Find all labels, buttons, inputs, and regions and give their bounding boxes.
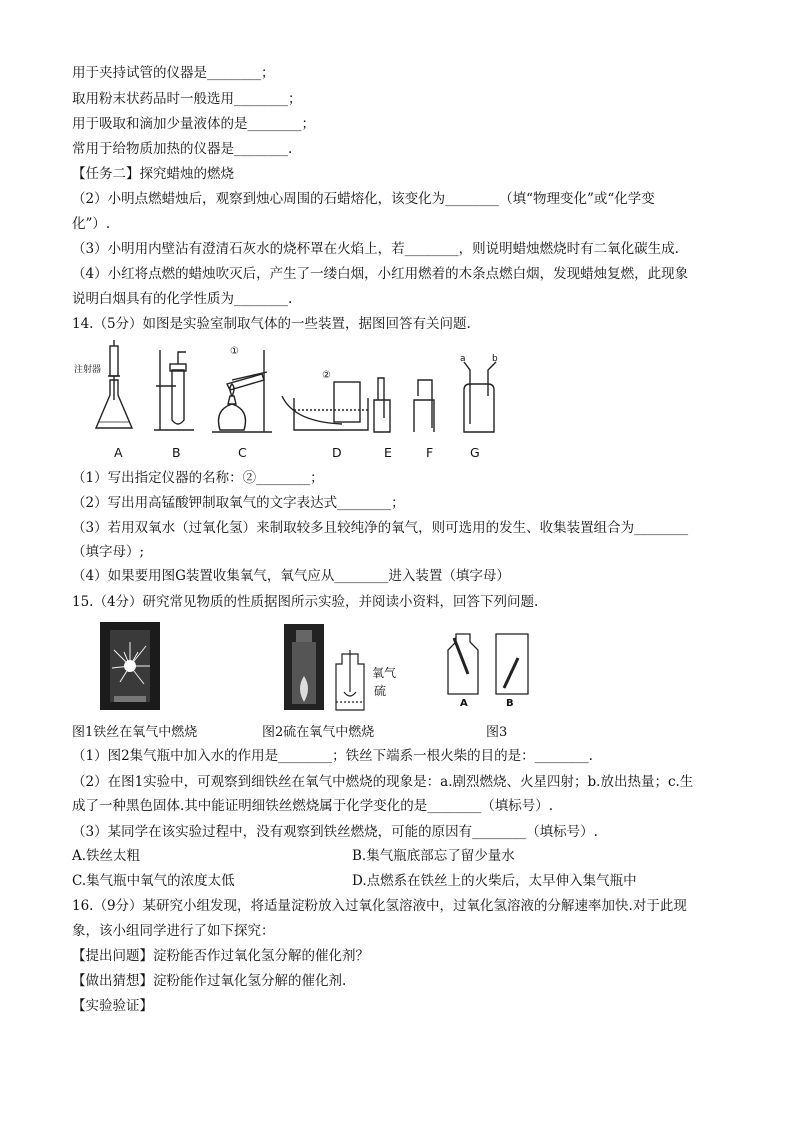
text-line: 常用于给物质加热的仪器是________. [72,141,293,157]
apparatus-label-d: D [332,445,342,460]
text-line: 用于夹持试管的仪器是________； [72,65,275,81]
apparatus-label-c: C [238,445,247,460]
apparatus-label-f: F [426,445,434,460]
marker-2: ② [322,370,331,381]
iron-burning-drawing [100,622,160,710]
sulfur-label: 硫 [374,684,387,698]
text-line: （4）小红将点燃的蜡烛吹灭后，产生了一缕白烟，小红用燃着的木条点燃白烟，发现蜡烛复燃，此现象 [72,266,689,282]
text-line: （4）如果要用图G装置收集氧气，氧气应从________进入装置（填字母） [72,568,510,584]
task-heading: 【任务二】探究蜡烛的燃烧 [72,166,234,182]
figure-3-caption: 图3 [486,725,508,740]
text-line: （3）若用双氧水（过氧化氢）来制取较多且较纯净的氧气，则可选用的发生、收集装置组合为________ [72,520,689,536]
figure-3-drawing [444,630,534,696]
text-line: （3）某同学在该实验过程中，没有观察到铁丝燃烧，可能的原因有________（填标号）. [72,824,598,840]
text-line: 【实验验证】 [72,998,153,1014]
fig3-label-a: A [460,698,468,709]
text-line: （2）小明点燃蜡烛后，观察到烛心周围的石蜡熔化，该变化为________（填“物理变化”或“化学变 [72,191,655,207]
sulfur-burning-drawing [284,624,324,710]
marker-1: ① [230,346,239,357]
iron-wire-photo [100,622,160,710]
oxygen-label: 氧气 [372,666,397,680]
g-port-a: a [460,354,466,364]
sulfur-bottle-drawing [332,650,368,712]
text-line: 用于吸取和滴加少量液体的是________； [72,116,315,132]
text-line: 成了一种黑色固体.其中能证明细铁丝燃烧属于化学变化的是________（填标号）. [72,798,554,814]
text-line: 【做出猜想】淀粉能作过氧化氢分解的催化剂. [72,973,347,989]
figure-2-caption: 图2硫在氧气中燃烧 [262,725,375,740]
sulfur-bottle-diagram [332,650,368,712]
apparatus-drawing [72,340,512,440]
text-line: （填字母）; [72,544,145,560]
text-line: （2）在图1实验中，可观察到细铁丝在氧气中燃烧的现象是：a.剧烈燃烧、火星四射；b.放出热量；c.生 [72,774,694,790]
option-b: B.集气瓶底部忘了留少量水 [352,848,515,864]
text-line: （3）小明用内壁沾有澄清石灰水的烧杯罩在火焰上，若________，则说明蜡烛燃烧时有二氧化碳生成. [72,241,679,257]
fig3-label-b: B [506,698,514,709]
text-line: 化”）. [72,216,111,232]
question-14-heading: 14.（5分）如图是实验室制取气体的一些装置，据图回答有关问题. [72,316,471,332]
option-a: A.铁丝太粗 [72,848,141,864]
text-line: （2）写出用高锰酸钾制取氧气的文字表达式________； [72,495,405,511]
apparatus-label-g: G [470,445,480,460]
text-line: 取用粉末状药品时一般选用________； [72,91,302,107]
syringe-label: 注射器 [74,365,102,375]
figure-1-caption: 图1铁丝在氧气中燃烧 [72,725,198,740]
option-c: C.集气瓶中氧气的浓度太低 [72,873,235,889]
text-line: （1）图2集气瓶中加入水的作用是________；铁丝下端系一根火柴的目的是：________. [72,748,593,764]
text-line: 说明白烟具有的化学性质为________. [72,291,293,307]
apparatus-figure [72,340,512,440]
apparatus-label-a: A [114,445,123,460]
question-16-heading: 16.（9分）某研究小组发现，将适量淀粉放入过氧化氢溶液中，过氧化氢溶液的分解速率加快.对于此现 [72,898,687,914]
text-line: （1）写出指定仪器的名称：②________； [72,470,324,486]
g-port-b: b [492,354,498,364]
text-line: 象，该小组同学进行了如下探究： [72,923,275,939]
figure-3-diagram [444,630,534,696]
sulfur-photo [284,624,324,710]
text-line: 【提出问题】淀粉能否作过氧化氢分解的催化剂？ [72,948,369,964]
option-d: D.点燃系在铁丝上的火柴后，太早伸入集气瓶中 [352,873,637,889]
question-15-heading: 15.（4分）研究常见物质的性质据图所示实验，并阅读小资料，回答下列问题. [72,594,539,610]
apparatus-label-b: B [172,445,181,460]
apparatus-label-e: E [384,445,392,460]
